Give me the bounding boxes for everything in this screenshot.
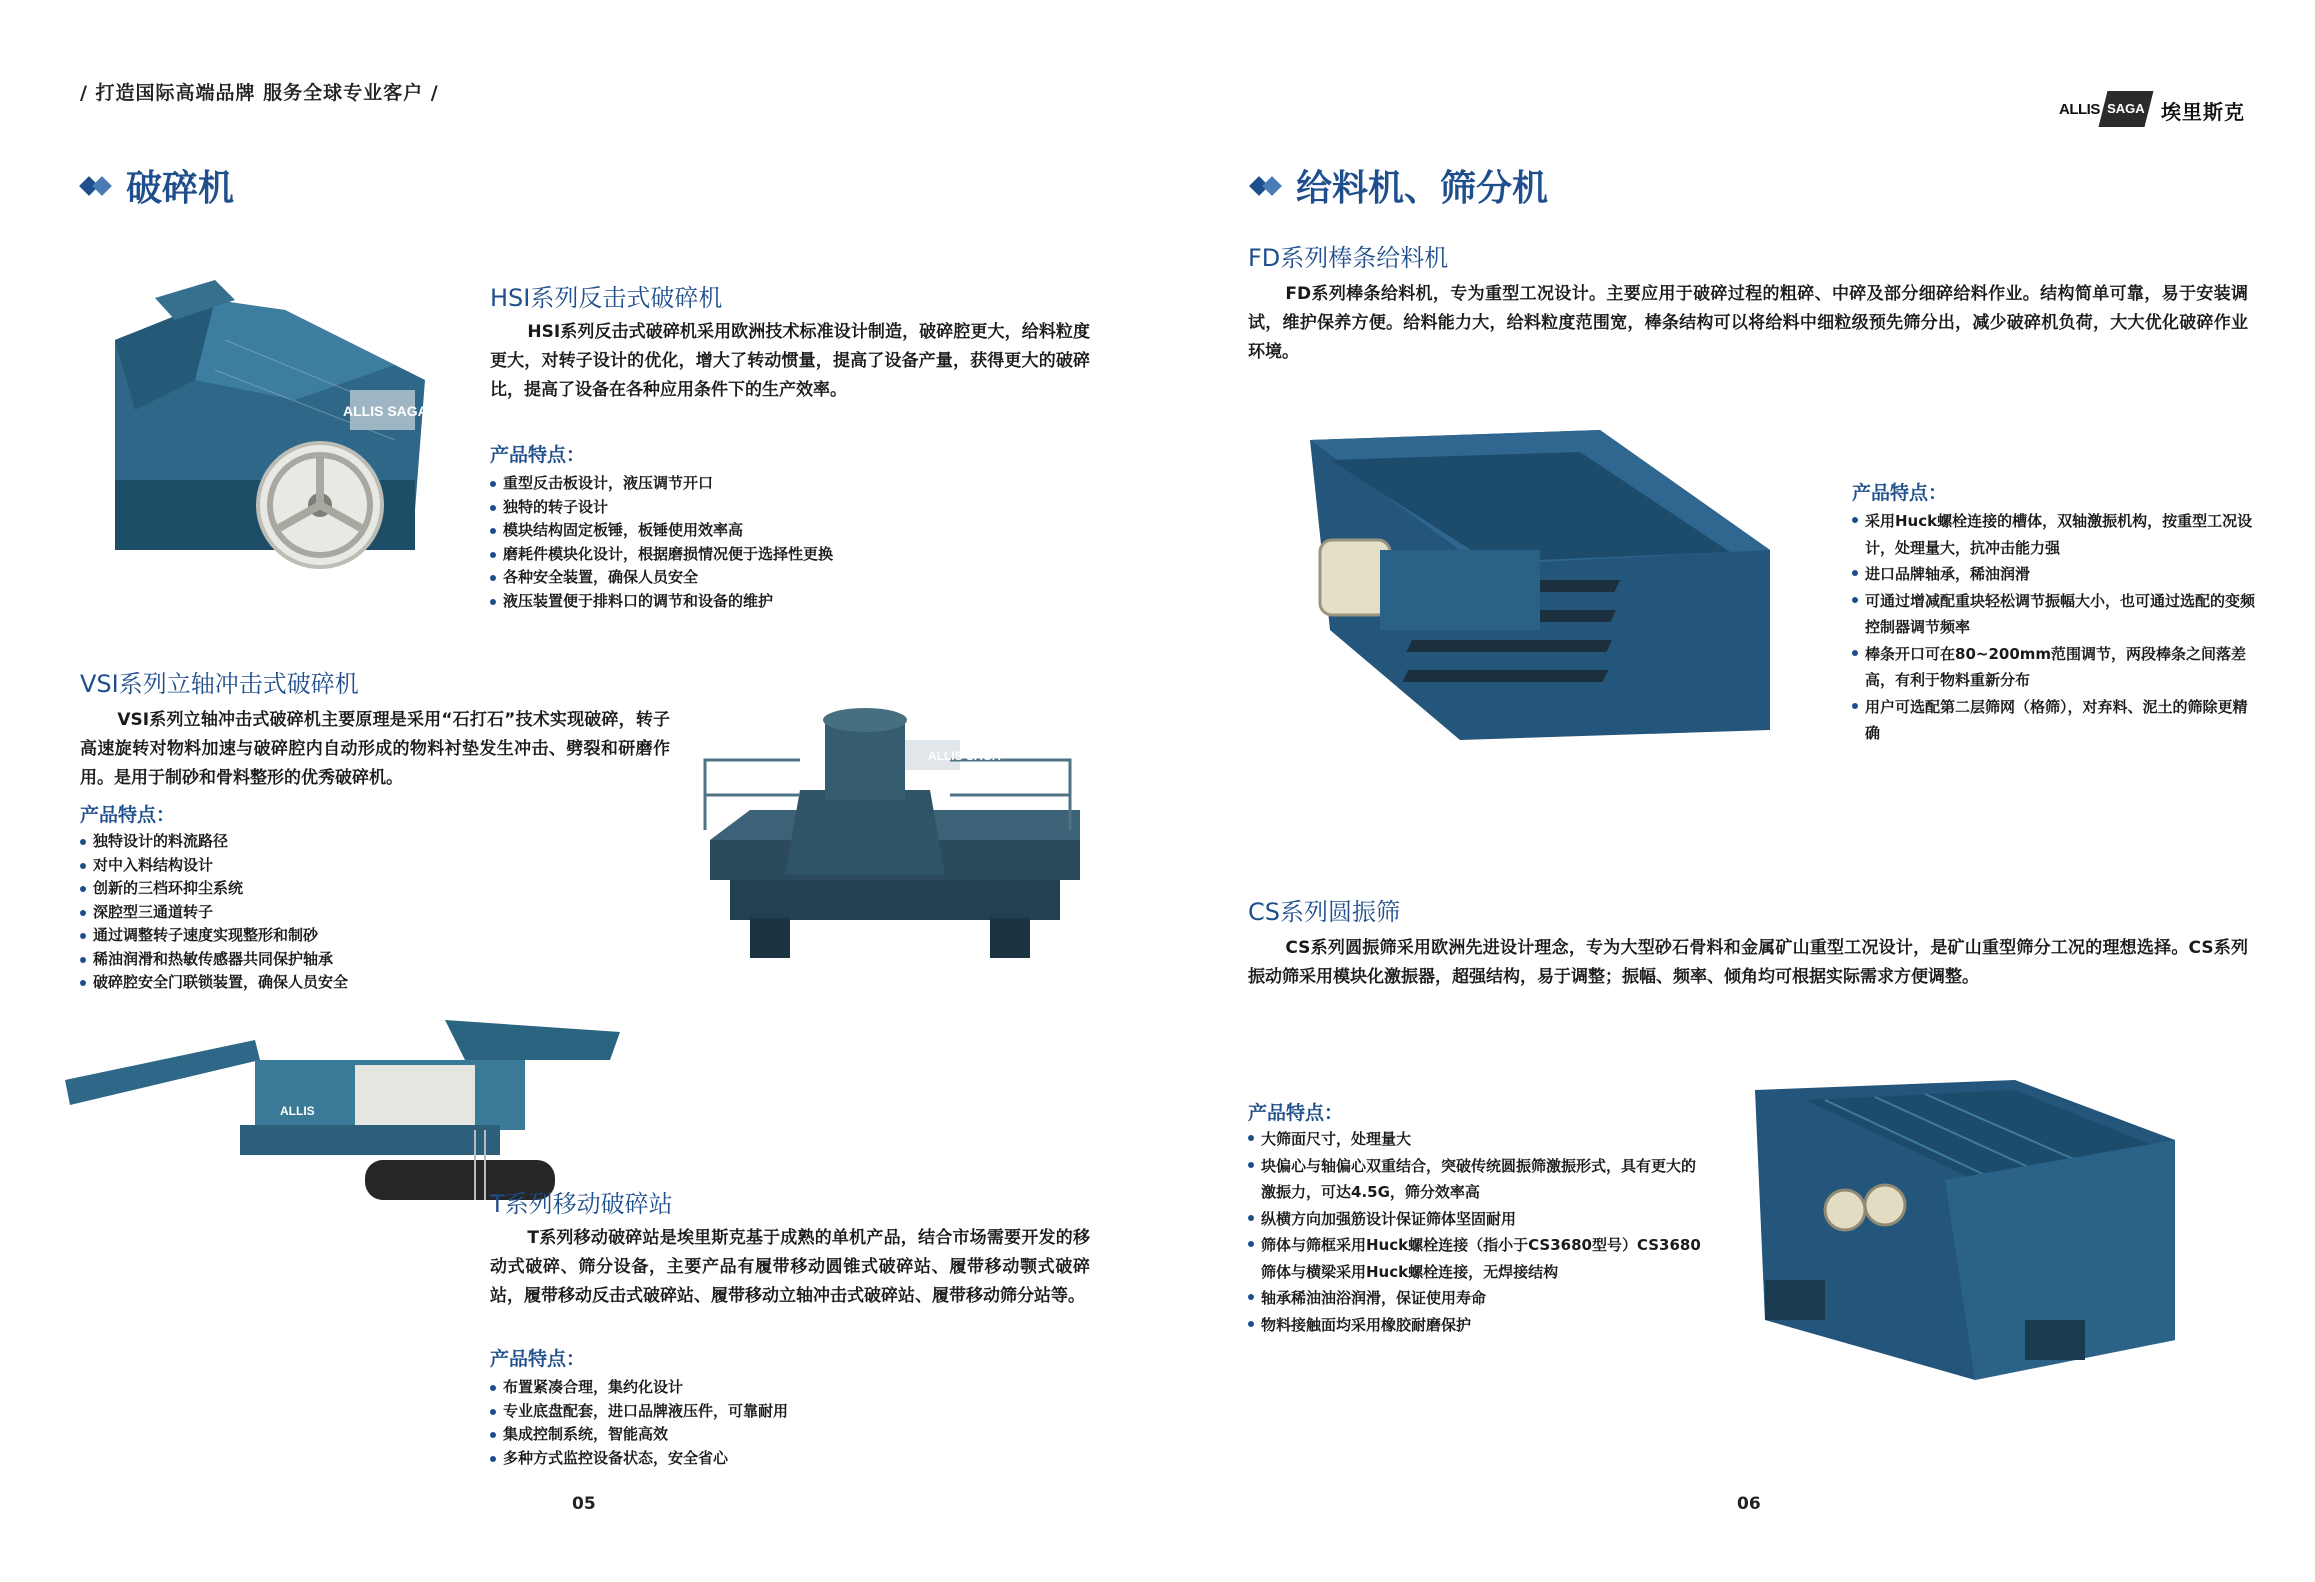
vsi-image-logo: ALLIS SAGA bbox=[928, 749, 1001, 763]
list-item: 模块结构固定板锤，板锤使用效率高 bbox=[490, 519, 1130, 543]
diamond-bullet-icon bbox=[1250, 173, 1286, 199]
fd-title: FD系列棒条给料机 bbox=[1248, 244, 1449, 272]
list-item: 独特的转子设计 bbox=[490, 496, 1130, 520]
list-item: 可通过增减配重块轻松调节振幅大小，也可通过选配的变频控制器调节频率 bbox=[1852, 588, 2257, 641]
list-item: 破碎腔安全门联锁装置，确保人员安全 bbox=[80, 971, 700, 995]
list-item: 物料接触面均采用橡胶耐磨保护 bbox=[1248, 1312, 1708, 1339]
section-title-text: 破碎机 bbox=[126, 168, 235, 209]
hsi-crusher-image bbox=[95, 280, 435, 570]
list-item: 进口品牌轴承，稀油润滑 bbox=[1852, 561, 2257, 588]
fd-features-title: 产品特点： bbox=[1852, 482, 1948, 504]
hsi-features-title: 产品特点： bbox=[490, 444, 586, 466]
hsi-title: HSI系列反击式破碎机 bbox=[490, 284, 723, 312]
section-title-crushers bbox=[80, 160, 234, 211]
list-item: 用户可选配第二层筛网（格筛），对弃料、泥土的筛除更精确 bbox=[1852, 694, 2257, 747]
brand-logo: ALLIS SAGA bbox=[2059, 99, 2151, 123]
list-item: 磨耗件模块化设计，根据磨损情况便于选择性更换 bbox=[490, 543, 1130, 567]
list-item: 深腔型三通道转子 bbox=[80, 901, 700, 925]
vsi-title: VSI系列立轴冲击式破碎机 bbox=[80, 670, 359, 698]
list-item: 纵横方向加强筋设计保证筛体坚固耐用 bbox=[1248, 1206, 1708, 1233]
page-number-right: 06 bbox=[1737, 1494, 1761, 1514]
list-item: 筛体与筛框采用Huck螺栓连接（指小于CS3680型号）CS3680筛体与横梁采用Huck螺栓连接，无焊接结构 bbox=[1248, 1232, 1708, 1285]
brand-name: 埃里斯克 bbox=[2161, 100, 2245, 124]
section-title-text: 给料机、筛分机 bbox=[1296, 168, 1549, 209]
list-item: 液压装置便于排料口的调节和设备的维护 bbox=[490, 590, 1130, 614]
list-item: 稀油润滑和热敏传感器共同保护轴承 bbox=[80, 948, 700, 972]
fd-feeder-image bbox=[1310, 430, 1780, 750]
diamond-bullet-icon bbox=[80, 173, 116, 199]
page-number-left: 05 bbox=[572, 1494, 596, 1514]
list-item: 各种安全装置，确保人员安全 bbox=[490, 566, 1130, 590]
list-item: 布置紧凑合理，集约化设计 bbox=[490, 1376, 1130, 1400]
vsi-crusher-image bbox=[690, 700, 1100, 970]
list-item: 大筛面尺寸，处理量大 bbox=[1248, 1126, 1708, 1153]
list-item: 采用Huck螺栓连接的槽体，双轴激振机构，按重型工况设计，处理量大，抗冲击能力强 bbox=[1852, 508, 2257, 561]
hsi-description: HSI系列反击式破碎机采用欧洲技术标准设计制造，破碎腔更大，给料粒度更大，对转子设计的优化，增大了转动惯量，提高了设备产量，获得更大的破碎比，提高了设备在各种应用条件下的生产效率。 bbox=[490, 322, 1090, 400]
t-image-logo: ALLIS bbox=[280, 1104, 315, 1118]
vsi-features-list bbox=[80, 830, 700, 995]
vsi-features-title: 产品特点： bbox=[80, 804, 176, 826]
t-features-title: 产品特点： bbox=[490, 1348, 586, 1370]
cs-description: CS系列圆振筛采用欧洲先进设计理念，专为大型砂石骨料和金属矿山重型工况设计，是矿山重型筛分工况的理想选择。CS系列振动筛采用模块化激振器，超强结构，易于调整；振幅、频率、倾角均可根据实际需求方便调整。 bbox=[1248, 938, 2248, 987]
list-item: 专业底盘配套，进口品牌液压件，可靠耐用 bbox=[490, 1400, 1130, 1424]
list-item: 对中入料结构设计 bbox=[80, 854, 700, 878]
list-item: 棒条开口可在80~200mm范围调节，两段棒条之间落差高，有利于物料重新分布 bbox=[1852, 641, 2257, 694]
list-item: 独特设计的料流路径 bbox=[80, 830, 700, 854]
t-description: T系列移动破碎站是埃里斯克基于成熟的单机产品，结合市场需要开发的移动式破碎、筛分设备，主要产品有履带移动圆锥式破碎站、履带移动颚式破碎站，履带移动反击式破碎站、履带移动立轴冲击式破碎站、履带移动筛分站等。 bbox=[490, 1228, 1090, 1306]
list-item: 通过调整转子速度实现整形和制砂 bbox=[80, 924, 700, 948]
list-item: 轴承稀油油浴润滑，保证使用寿命 bbox=[1248, 1285, 1708, 1312]
list-item: 创新的三档环抑尘系统 bbox=[80, 877, 700, 901]
hsi-image-logo: ALLIS SAGA bbox=[343, 403, 428, 419]
section-title-feeders-screens bbox=[1250, 160, 1548, 211]
t-title: T系列移动破碎站 bbox=[490, 1190, 673, 1218]
cs-features-title: 产品特点： bbox=[1248, 1102, 1344, 1124]
tagline: / 打造国际高端品牌 服务全球专业客户 / bbox=[80, 82, 439, 104]
t-features-list bbox=[490, 1376, 1130, 1470]
hsi-features-list bbox=[490, 472, 1130, 613]
list-item: 多种方式监控设备状态，安全省心 bbox=[490, 1447, 1130, 1471]
brand-logo-wordmark: ALLIS bbox=[2059, 100, 2100, 118]
cs-title: CS系列圆振筛 bbox=[1248, 898, 1400, 926]
vsi-description: VSI系列立轴冲击式破碎机主要原理是采用“石打石”技术实现破碎，转子高速旋转对物料加速与破碎腔内自动形成的物料衬垫发生冲击、劈裂和研磨作用。是用于制砂和骨料整形的优秀破碎机。 bbox=[80, 710, 670, 788]
fd-description: FD系列棒条给料机，专为重型工况设计。主要应用于破碎过程的粗碎、中碎及部分细碎给料作业。结构简单可靠，易于安装调试，维护保养方便。给料能力大，给料粒度范围宽，棒条结构可以将给料中细粒级预先筛分出，减少破碎机负荷，大大优化破碎作业环境。 bbox=[1248, 284, 2248, 362]
cs-features-list bbox=[1248, 1126, 1708, 1338]
list-item: 集成控制系统，智能高效 bbox=[490, 1423, 1130, 1447]
list-item: 重型反击板设计，液压调节开口 bbox=[490, 472, 1130, 496]
list-item: 块偏心与轴偏心双重结合，突破传统圆振筛激振形式，具有更大的激振力，可达4.5G，筛分效率高 bbox=[1248, 1153, 1708, 1206]
brand bbox=[2059, 96, 2245, 125]
fd-features-list bbox=[1852, 508, 2257, 747]
cs-screen-image bbox=[1745, 1080, 2185, 1380]
